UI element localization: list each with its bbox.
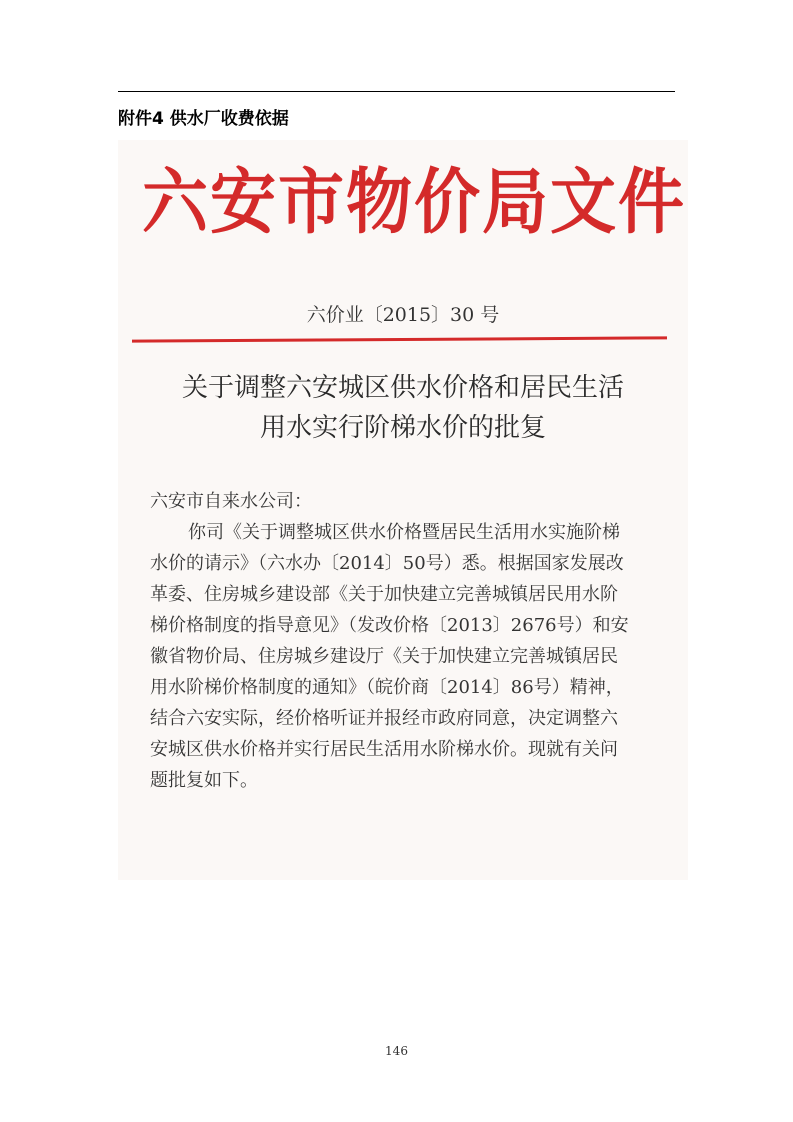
title-line: 用水实行阶梯水价的批复 [259,413,546,443]
body-line: 水价的请示》（六水办〔2014〕50号）悉。根据国家发展改 [150,553,624,574]
document-body [150,486,670,796]
document-title [118,368,688,448]
body-line: 结合六安实际，经价格听证并报经市政府同意，决定调整六 [150,708,618,729]
document-masthead: 六安市物价局文件 [142,159,686,244]
body-line: 徽省物价局、住房城乡建设厅《关于加快建立完善城镇居民 [150,646,618,667]
header-rule [118,91,675,92]
body-line: 梯价格制度的指导意见》（发改价格〔2013〕2676号）和安 [150,615,629,636]
scan-edge-fade [118,820,688,880]
page-number: 146 [385,1044,408,1058]
body-line: 用水阶梯价格制度的通知》（皖价商〔2014〕86号）精神， [150,677,624,698]
body-line: 题批复如下。 [150,770,258,791]
body-line: 安城区供水价格并实行居民生活用水阶梯水价。现就有关问 [150,739,618,760]
red-divider [132,336,667,342]
salutation: 六安市自来水公司： [150,491,312,512]
body-line: 你司《关于调整城区供水价格暨居民生活用水实施阶梯 [188,522,620,543]
attachment-title: 附件4 供水厂收费依据 [118,109,289,129]
title-line: 关于调整六安城区供水价格和居民生活 [181,373,624,403]
scanned-document [118,140,688,880]
body-line: 革委、住房城乡建设部《关于加快建立完善城镇居民用水阶 [150,584,618,605]
document-number: 六价业〔2015〕30 号 [306,304,500,326]
